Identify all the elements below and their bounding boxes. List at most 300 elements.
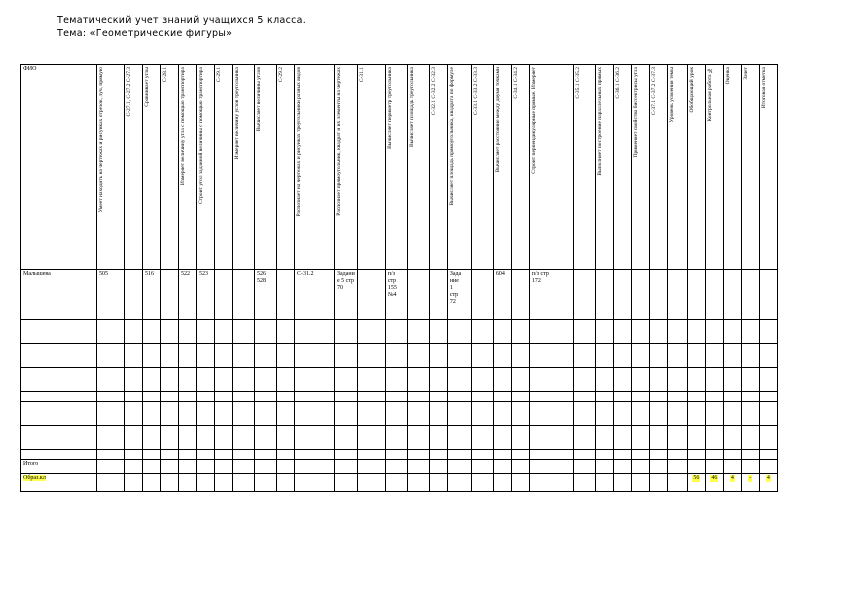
table-cell [255,320,277,344]
table-cell [529,402,573,426]
column-header-label: С-36.1 С-36.2 [614,67,621,99]
column-header-label: Строит перпендикулярные прямые. Измеряет [530,67,537,174]
table-cell [667,402,687,426]
table-cell [741,460,759,474]
table-cell [179,450,197,460]
table-cell [277,474,295,492]
table-cell [255,344,277,368]
table-cell [667,392,687,402]
table-cell [215,270,233,320]
table-cell [705,392,723,402]
table-cell [511,460,529,474]
table-cell [125,320,143,344]
column-header [573,65,595,270]
table-cell [277,402,295,426]
header-row [21,65,778,270]
table-cell [295,426,335,450]
table-cell [595,450,613,460]
column-header [511,65,529,270]
total-row [21,460,778,474]
table-cell [255,368,277,392]
table-cell [357,368,385,392]
column-header-label: С-35.1 С-35.2 [574,67,581,99]
table-cell [179,474,197,492]
table-cell [357,426,385,450]
column-header-label: С-33.1 С-33.2 С-33.3 [472,67,479,116]
table-row [21,450,778,460]
table-cell [357,320,385,344]
table-cell [613,368,631,392]
table-cell [97,426,125,450]
table-cell [179,392,197,402]
column-header [613,65,631,270]
table-cell [277,460,295,474]
table-cell [529,368,573,392]
table-cell [493,426,511,450]
table-cell [161,320,179,344]
table-cell [429,474,447,492]
table-cell [143,402,161,426]
table-cell [407,320,429,344]
table-cell [687,402,705,426]
table-cell [21,450,97,460]
table-cell [407,344,429,368]
table-cell [335,344,358,368]
table-cell [125,344,143,368]
table-cell [97,368,125,392]
column-header [705,65,723,270]
table-cell [277,344,295,368]
table-cell [687,270,705,320]
table-cell [631,460,649,474]
table-cell [385,344,407,368]
table-cell [125,402,143,426]
table-cell [705,344,723,368]
sample-label [21,474,97,492]
column-header [125,65,143,270]
table-cell [255,450,277,460]
table-cell [335,474,358,492]
sample-label-text: Образ.кл [23,475,46,481]
table-cell [357,270,385,320]
table-cell [447,320,471,344]
table-cell [125,270,143,320]
table-cell [613,474,631,492]
table-cell [143,392,161,402]
column-header-label: Контрольная работа № [706,67,713,122]
table-cell [233,270,255,320]
table-cell [529,474,573,492]
table-cell [705,402,723,426]
table-cell [741,474,759,492]
table-cell [215,474,233,492]
table-cell [595,368,613,392]
table-cell [97,450,125,460]
column-header [161,65,179,270]
table-cell [179,460,197,474]
table-cell [277,368,295,392]
table-cell [143,450,161,460]
table-cell [613,460,631,474]
table-cell [447,450,471,460]
table-cell [667,460,687,474]
table-cell [723,320,741,344]
table-cell [429,450,447,460]
table-cell [335,460,358,474]
table-cell [295,450,335,460]
table-cell [649,392,667,402]
table-cell [255,426,277,450]
column-header [233,65,255,270]
table-cell [649,270,667,320]
table-cell [649,460,667,474]
table-cell [161,402,179,426]
table-cell [595,460,613,474]
table-cell [277,270,295,320]
table-row [21,344,778,368]
column-header-label: Сравнивает углы [144,67,150,107]
table-cell [277,450,295,460]
table-cell [759,426,777,450]
table-row [21,368,778,392]
student-name: Малышева [21,270,97,320]
table-cell [233,450,255,460]
table-row [21,392,778,402]
table-cell [277,320,295,344]
table-cell [295,460,335,474]
page-title: Тематический учет знаний учащихся 5 класса. [57,15,307,26]
table-cell [705,320,723,344]
table-cell [631,368,649,392]
table-cell [255,402,277,426]
table-cell [97,474,125,492]
table-cell [687,368,705,392]
table-cell [687,392,705,402]
table-cell [197,450,215,460]
table-cell [705,270,723,320]
table-cell [21,392,97,402]
table-cell [573,270,595,320]
table-cell [357,392,385,402]
table-cell [573,426,595,450]
column-header [335,65,358,270]
table-cell [215,344,233,368]
table-cell [143,426,161,450]
column-header [687,65,705,270]
table-cell [447,344,471,368]
table-cell: С-31.2 [295,270,335,320]
table-cell [667,270,687,320]
table-cell [197,474,215,492]
table-cell [493,474,511,492]
table-cell [723,460,741,474]
column-header-label: Распознает на чертежах и рисунках треугольники разных видов [296,67,302,217]
table-cell [357,450,385,460]
table-cell [277,426,295,450]
table-cell [759,450,777,460]
table-cell [143,344,161,368]
table-cell [143,460,161,474]
table-cell [471,426,493,450]
table-cell: п/з стр 155 №4 [385,270,407,320]
table-cell [197,426,215,450]
table-cell [511,426,529,450]
table-cell [759,368,777,392]
table-cell [385,460,407,474]
column-header-label: Измеряет величину углов треугольника [234,67,240,160]
table-cell [613,402,631,426]
table-cell [215,368,233,392]
table-cell [759,344,777,368]
sample-value: 4 [730,475,734,481]
table-cell [705,368,723,392]
table-cell [161,450,179,460]
table-cell: 526 528 [255,270,277,320]
column-header-label: Выполняет построение параллельных прямых [596,67,603,176]
table-cell [233,368,255,392]
column-header-label: С-29.1 [216,67,222,83]
table-cell [197,402,215,426]
table-cell [649,402,667,426]
table-cell [407,460,429,474]
column-header-label: Вычисляет площадь прямоугольника, квадрата по формуле [448,67,455,206]
table-cell [21,426,97,450]
table-cell: 604 [493,270,511,320]
column-header-label: Применяет свойства биссектрисы угла [632,67,639,158]
table-cell [295,368,335,392]
table-cell [493,460,511,474]
table-cell [407,392,429,402]
table-cell [529,320,573,344]
table-cell [493,450,511,460]
table-cell [143,474,161,492]
table-cell [255,460,277,474]
table-cell [407,450,429,460]
table-cell [385,368,407,392]
table-cell [631,474,649,492]
table-cell [529,392,573,402]
table-cell [447,460,471,474]
table-cell [471,320,493,344]
table-cell [687,426,705,450]
table-cell [649,426,667,450]
table-cell [335,392,358,402]
column-header [97,65,125,270]
table-cell [255,474,277,492]
table-cell: 505 [97,270,125,320]
table-cell [723,344,741,368]
table-cell [429,402,447,426]
table-cell [759,392,777,402]
table-cell [471,368,493,392]
table-cell: 516 [143,270,161,320]
page-subtitle: Тема: «Геометрические фигуры» [57,28,233,39]
sample-value: 46 [711,475,718,481]
table-cell [723,402,741,426]
table-cell [429,392,447,402]
table-cell [277,392,295,402]
table-cell [215,320,233,344]
table-cell [511,270,529,320]
table-cell [649,474,667,492]
column-header-label: Вычисляет величины углов [256,67,262,132]
table-cell [631,270,649,320]
table-cell [125,368,143,392]
table-cell [511,392,529,402]
table-cell [759,270,777,320]
table-cell [649,368,667,392]
table-cell [233,344,255,368]
column-header [215,65,233,270]
table-cell [573,450,595,460]
table-cell [687,460,705,474]
column-header [471,65,493,270]
table-cell [295,474,335,492]
table-cell [573,368,595,392]
table-cell [97,344,125,368]
table-cell [631,450,649,460]
table-cell [529,426,573,450]
table-cell [125,392,143,402]
table-cell [493,368,511,392]
table-cell [759,402,777,426]
column-header [143,65,161,270]
table-row [21,426,778,450]
table-cell [687,344,705,368]
table-row [21,270,778,320]
table-cell [723,426,741,450]
column-header [407,65,429,270]
table-cell [529,460,573,474]
table-cell [511,402,529,426]
table-cell [429,460,447,474]
column-header [429,65,447,270]
sample-value: - [749,475,752,481]
table-cell [595,474,613,492]
column-header [255,65,277,270]
table-cell [649,450,667,460]
table-cell [295,402,335,426]
table-cell [595,344,613,368]
table-cell [667,320,687,344]
table-cell [723,270,741,320]
knowledge-table [20,64,778,492]
table-cell [649,344,667,368]
table-cell [613,344,631,368]
table-cell [215,450,233,460]
table-cell [357,402,385,426]
table-cell [573,474,595,492]
table-cell [97,392,125,402]
table-cell: Зада ние 1 стр 72 [447,270,471,320]
column-header [179,65,197,270]
column-header-label: С-32.1 С-32.2 С-32.3 [430,67,437,116]
table-cell [295,344,335,368]
column-header [295,65,335,270]
table-cell [21,344,97,368]
sample-value: 56 [693,475,700,481]
column-header-label: С-31.1 [358,67,365,83]
sample-row [21,474,778,492]
table-cell [471,450,493,460]
table-cell [335,320,358,344]
column-header-label: Распознает прямоугольник, квадрат и их элементы на чертежах [336,67,342,216]
table-cell [649,320,667,344]
column-header [723,65,741,270]
table-cell [385,450,407,460]
table-cell [197,460,215,474]
column-header [493,65,511,270]
table-cell [595,426,613,450]
table-cell [573,344,595,368]
table-cell [143,320,161,344]
column-header [649,65,667,270]
table-cell [529,344,573,368]
table-cell [759,460,777,474]
table-cell [723,368,741,392]
table-cell [447,402,471,426]
table-cell [493,402,511,426]
table-cell [429,320,447,344]
table-cell [97,320,125,344]
table-cell [687,474,705,492]
table-cell [295,392,335,402]
table-cell [741,402,759,426]
column-header [197,65,215,270]
column-header [667,65,687,270]
table-cell [385,426,407,450]
table-cell [295,320,335,344]
table-cell [613,320,631,344]
table-cell [613,426,631,450]
table-cell [407,426,429,450]
table-cell [407,270,429,320]
table-cell [407,368,429,392]
table-cell: п/з стр 172 [529,270,573,320]
table-cell [335,426,358,450]
table-cell [385,320,407,344]
column-header [277,65,295,270]
table-cell [233,474,255,492]
table-cell [215,460,233,474]
table-cell [595,320,613,344]
total-label: Итого [21,460,97,474]
table-cell [741,344,759,368]
table-cell [21,320,97,344]
table-cell [197,344,215,368]
column-header-label: Уровень усвоения темы [668,67,675,123]
table-cell [357,344,385,368]
table-cell [741,426,759,450]
column-header-label: С-37.1 С-37.2 С-37.3 [650,67,657,116]
column-header [385,65,407,270]
table-cell [493,320,511,344]
table-cell [125,474,143,492]
table-cell [723,450,741,460]
table-cell [429,426,447,450]
table-cell [197,320,215,344]
column-header-label: Строит угол заданной величины с помощью транспортира [198,67,204,204]
column-header [529,65,573,270]
table-cell [741,392,759,402]
table-cell [667,474,687,492]
column-header-label: Итоговая отметка [760,67,767,109]
table-cell [667,426,687,450]
table-cell [705,460,723,474]
table-cell [125,426,143,450]
table-cell [357,460,385,474]
table-cell [161,344,179,368]
